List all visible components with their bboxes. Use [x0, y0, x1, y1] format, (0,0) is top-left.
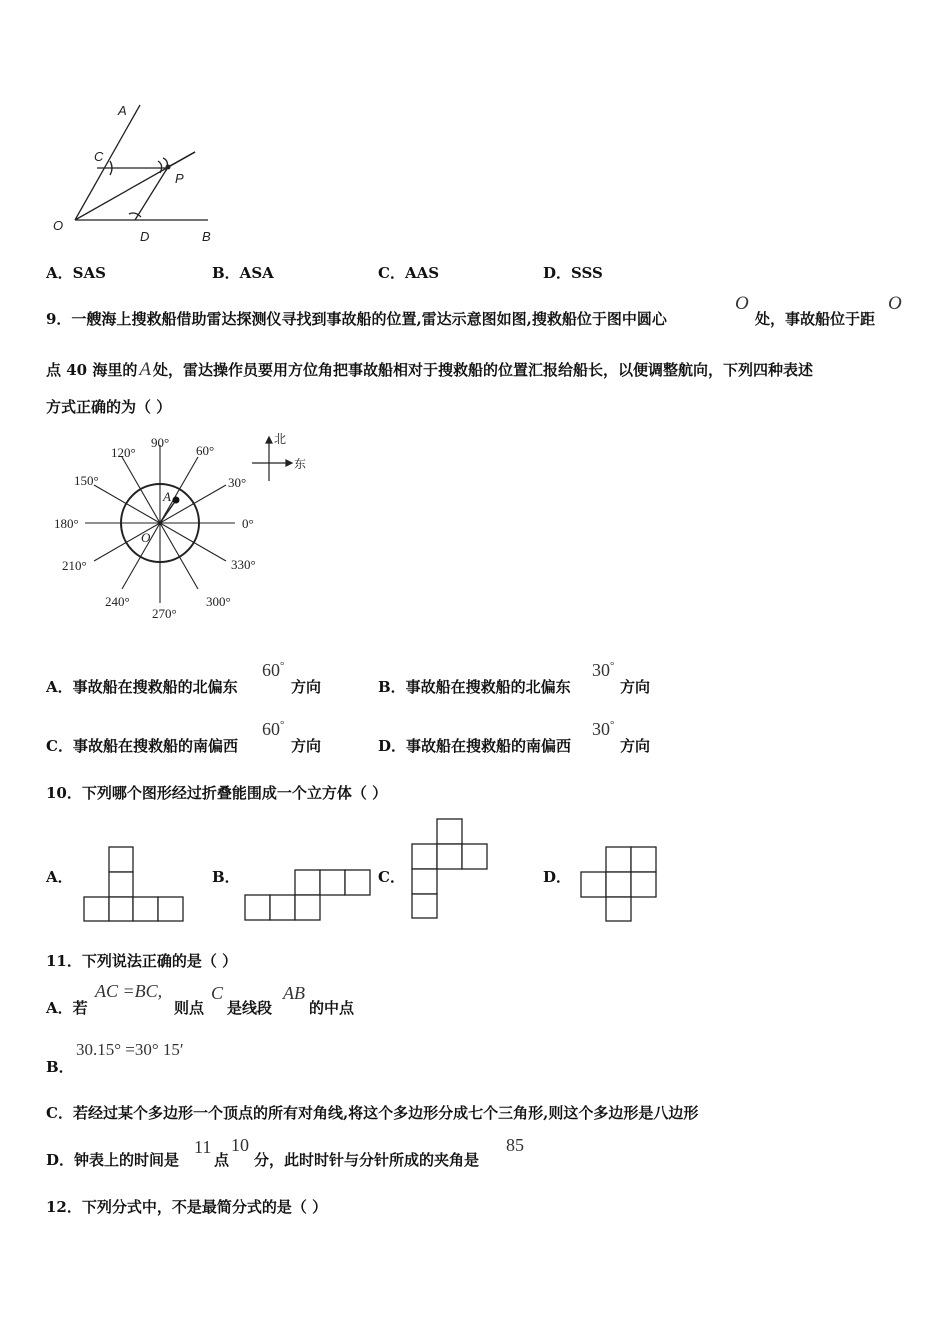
q10-option-c-label: C．	[378, 868, 405, 886]
q10-net-c	[411, 818, 491, 920]
angle-label-30: 30°	[228, 475, 247, 490]
point-A	[173, 497, 180, 504]
q9-option-a	[46, 676, 238, 697]
q11-option-d-minute: 10	[231, 1135, 249, 1155]
point-P	[166, 165, 171, 170]
angle-label-120: 120°	[111, 445, 136, 460]
label-P: P	[175, 171, 184, 186]
q8-angle-figure	[40, 95, 230, 255]
q10-net-a	[83, 846, 186, 923]
q11-option-a-var: C	[211, 983, 224, 1003]
q9-option-b	[378, 676, 571, 697]
label-B: B	[202, 229, 211, 244]
angle-label-150: 150°	[74, 473, 99, 488]
q9-option-c-text: C．事故船在搜救船的南偏西	[46, 737, 238, 755]
label-O: O	[53, 218, 64, 233]
q9-option-c-angle: 60°	[262, 719, 285, 739]
q9-option-b-suffix: 方向	[620, 678, 651, 696]
q9-option-a-text: A．事故船在搜救船的北偏东	[46, 678, 238, 696]
label-C: C	[94, 149, 104, 164]
q11-option-b-label: B．	[46, 1058, 74, 1076]
compass-east: 东	[294, 457, 307, 471]
q9-line1-text-b: 处，事故船位于距	[755, 310, 876, 328]
q11-option-b-formula: 30.15° =30° 15′	[76, 1040, 184, 1059]
q9-option-c-suffix: 方向	[291, 737, 322, 755]
q11-option-d-hour: 11	[194, 1137, 212, 1157]
q9-option-b-text: B．事故船在搜救船的北偏东	[378, 678, 571, 696]
q9-var-O1: O	[735, 293, 749, 314]
q10-option-d-label: D．	[543, 868, 572, 886]
ray-OA	[75, 105, 140, 220]
q11-option-d-mid1: 点	[214, 1151, 230, 1169]
q9-stem-line1	[46, 308, 667, 329]
label-point-A: A	[163, 489, 171, 504]
angle-label-60: 60°	[196, 443, 215, 458]
q9-option-d	[378, 735, 571, 756]
q11-option-c: C．若经过某个多边形一个顶点的所有对角线,将这个多边形分成七个三角形,则这个多边形是八边形	[46, 1104, 699, 1122]
label-center-O: O	[141, 530, 151, 545]
angle-label-90: 90°	[151, 435, 170, 450]
angle-label-210: 210°	[62, 558, 87, 573]
q9-line2-text-b: 处，雷达操作员要用方位角把事故船相对于搜救船的位置汇报给船长，以便调整航向，下列四种表述	[152, 361, 813, 379]
q9-stem-line3: 方式正确的为（ ）	[46, 398, 172, 416]
q11-option-a-prefix: A．若	[46, 999, 88, 1017]
q10-net-b	[244, 869, 372, 922]
q11-option-a-mid1: 则点	[174, 999, 205, 1017]
q8-option-b: B．ASA	[212, 264, 274, 282]
q9-radar-figure	[40, 425, 320, 635]
q10-stem: 10．下列哪个图形经过折叠能围成一个立方体（ ）	[46, 784, 388, 802]
segment-DP	[135, 167, 168, 220]
q9-line1-text-a: 9．一艘海上搜救船借助雷达探测仪寻找到事故船的位置,雷达示意图如图,搜救船位于图中圆心	[46, 310, 667, 328]
q11-option-d-answer: 85	[506, 1135, 524, 1155]
angle-label-240: 240°	[105, 594, 130, 609]
q11-stem: 11．下列说法正确的是（ ）	[46, 952, 238, 970]
q8-option-c: C．AAS	[378, 264, 440, 282]
q9-option-a-angle: 60°	[262, 660, 285, 680]
q9-option-d-text: D．事故船在搜救船的南偏西	[378, 737, 572, 755]
q9-stem-line2	[46, 359, 813, 381]
q9-line2-text-a: 点 40 海里的	[46, 361, 138, 379]
q8-option-d: D．SSS	[543, 264, 603, 282]
angle-label-330: 330°	[231, 557, 256, 572]
label-A: A	[118, 103, 127, 118]
q8-option-a: A．SAS	[46, 264, 106, 282]
q11-option-a-suffix: 的中点	[309, 999, 355, 1017]
q9-option-b-angle: 30°	[592, 660, 615, 680]
angle-label-0: 0°	[242, 516, 254, 531]
q11-option-a-mid2: 是线段	[227, 999, 273, 1017]
q11-option-a-seg: AB	[283, 983, 305, 1003]
q11-option-d-prefix: D．钟表上的时间是	[46, 1151, 180, 1169]
compass-north: 北	[274, 432, 287, 446]
q11-option-d-mid2: 分，此时时针与分针所成的夹角是	[254, 1151, 480, 1169]
q9-var-A: A	[139, 359, 151, 380]
extension-P	[168, 152, 195, 167]
angle-label-300: 300°	[206, 594, 231, 609]
angle-label-270: 270°	[152, 606, 177, 621]
label-D: D	[140, 229, 150, 244]
angle-label-180: 180°	[54, 516, 79, 531]
q10-option-b-label: B．	[212, 868, 240, 886]
q9-option-d-angle: 30°	[592, 719, 615, 739]
q10-net-d	[580, 846, 659, 923]
q9-option-d-suffix: 方向	[620, 737, 651, 755]
q9-option-c	[46, 735, 238, 756]
q11-option-a-formula: AC =BC,	[95, 981, 163, 1001]
q9-var-O2: O	[888, 293, 902, 314]
q9-option-a-suffix: 方向	[291, 678, 322, 696]
q12-stem: 12．下列分式中，不是最简分式的是（ ）	[46, 1198, 328, 1216]
q10-option-a-label: A．	[46, 868, 73, 886]
